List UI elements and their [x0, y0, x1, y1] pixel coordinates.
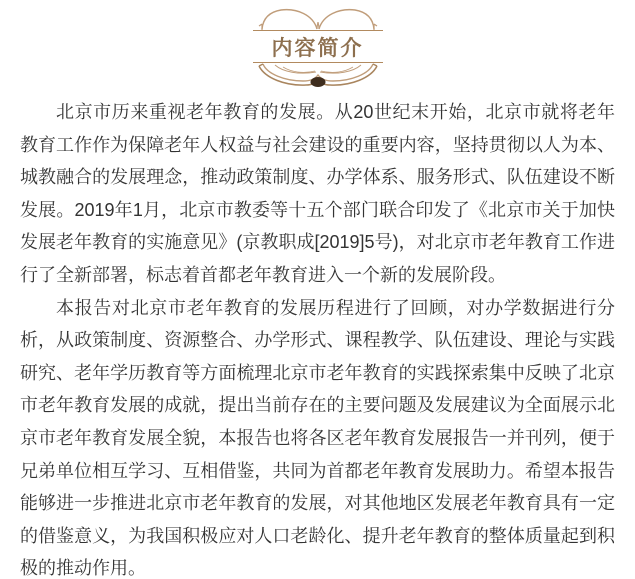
- summary-text: [20, 90, 615, 579]
- section-title: 内容简介: [271, 35, 364, 60]
- title-banner: [253, 30, 383, 63]
- paragraph-2: 本报告对北京市老年教育的发展历程进行了回顾，对办学数据进行分析，从政策制度、资源整合、办学形式、课程教学、队伍建设、理论与实践研究、老年学历教育等方面梳理北京市老年教育的实践探索集中反映了北京市老年教育发展的成就，提出当前存在的主要问题及发展建议为全面展示北京市老年教育发展全貌，本报告也将各区老年教育发展报告一并刊列，便于兄弟单位相互学习、互相借鉴，共同为首都老年教育发展助力。希望本报告能够进一步推进北京市老年教育的发展，对其他地区发展老年教育具有一定的借鉴意义，为我国积极应对人口老龄化、提升老年教育的整体质量起到积极的推动作用。: [20, 297, 615, 579]
- paragraph-1: 北京市历来重视老年教育的发展。从20世纪末开始，北京市就将老年教育工作作为保障老年人权益与社会建设的重要内容，坚持贯彻以人为本、城教融合的发展理念，推动政策制度、办学体系、服务形式、队伍建设不断发展。2019年1月，北京市教委等十五个部门联合印发了《北京市关于加快发展老年教育的实施意见》(京教职成[2019]5号)，对北京市老年教育工作进行了全新部署，标志着首都老年教育进入一个新的发展阶段。: [20, 102, 615, 285]
- content-summary-header: [253, 4, 383, 90]
